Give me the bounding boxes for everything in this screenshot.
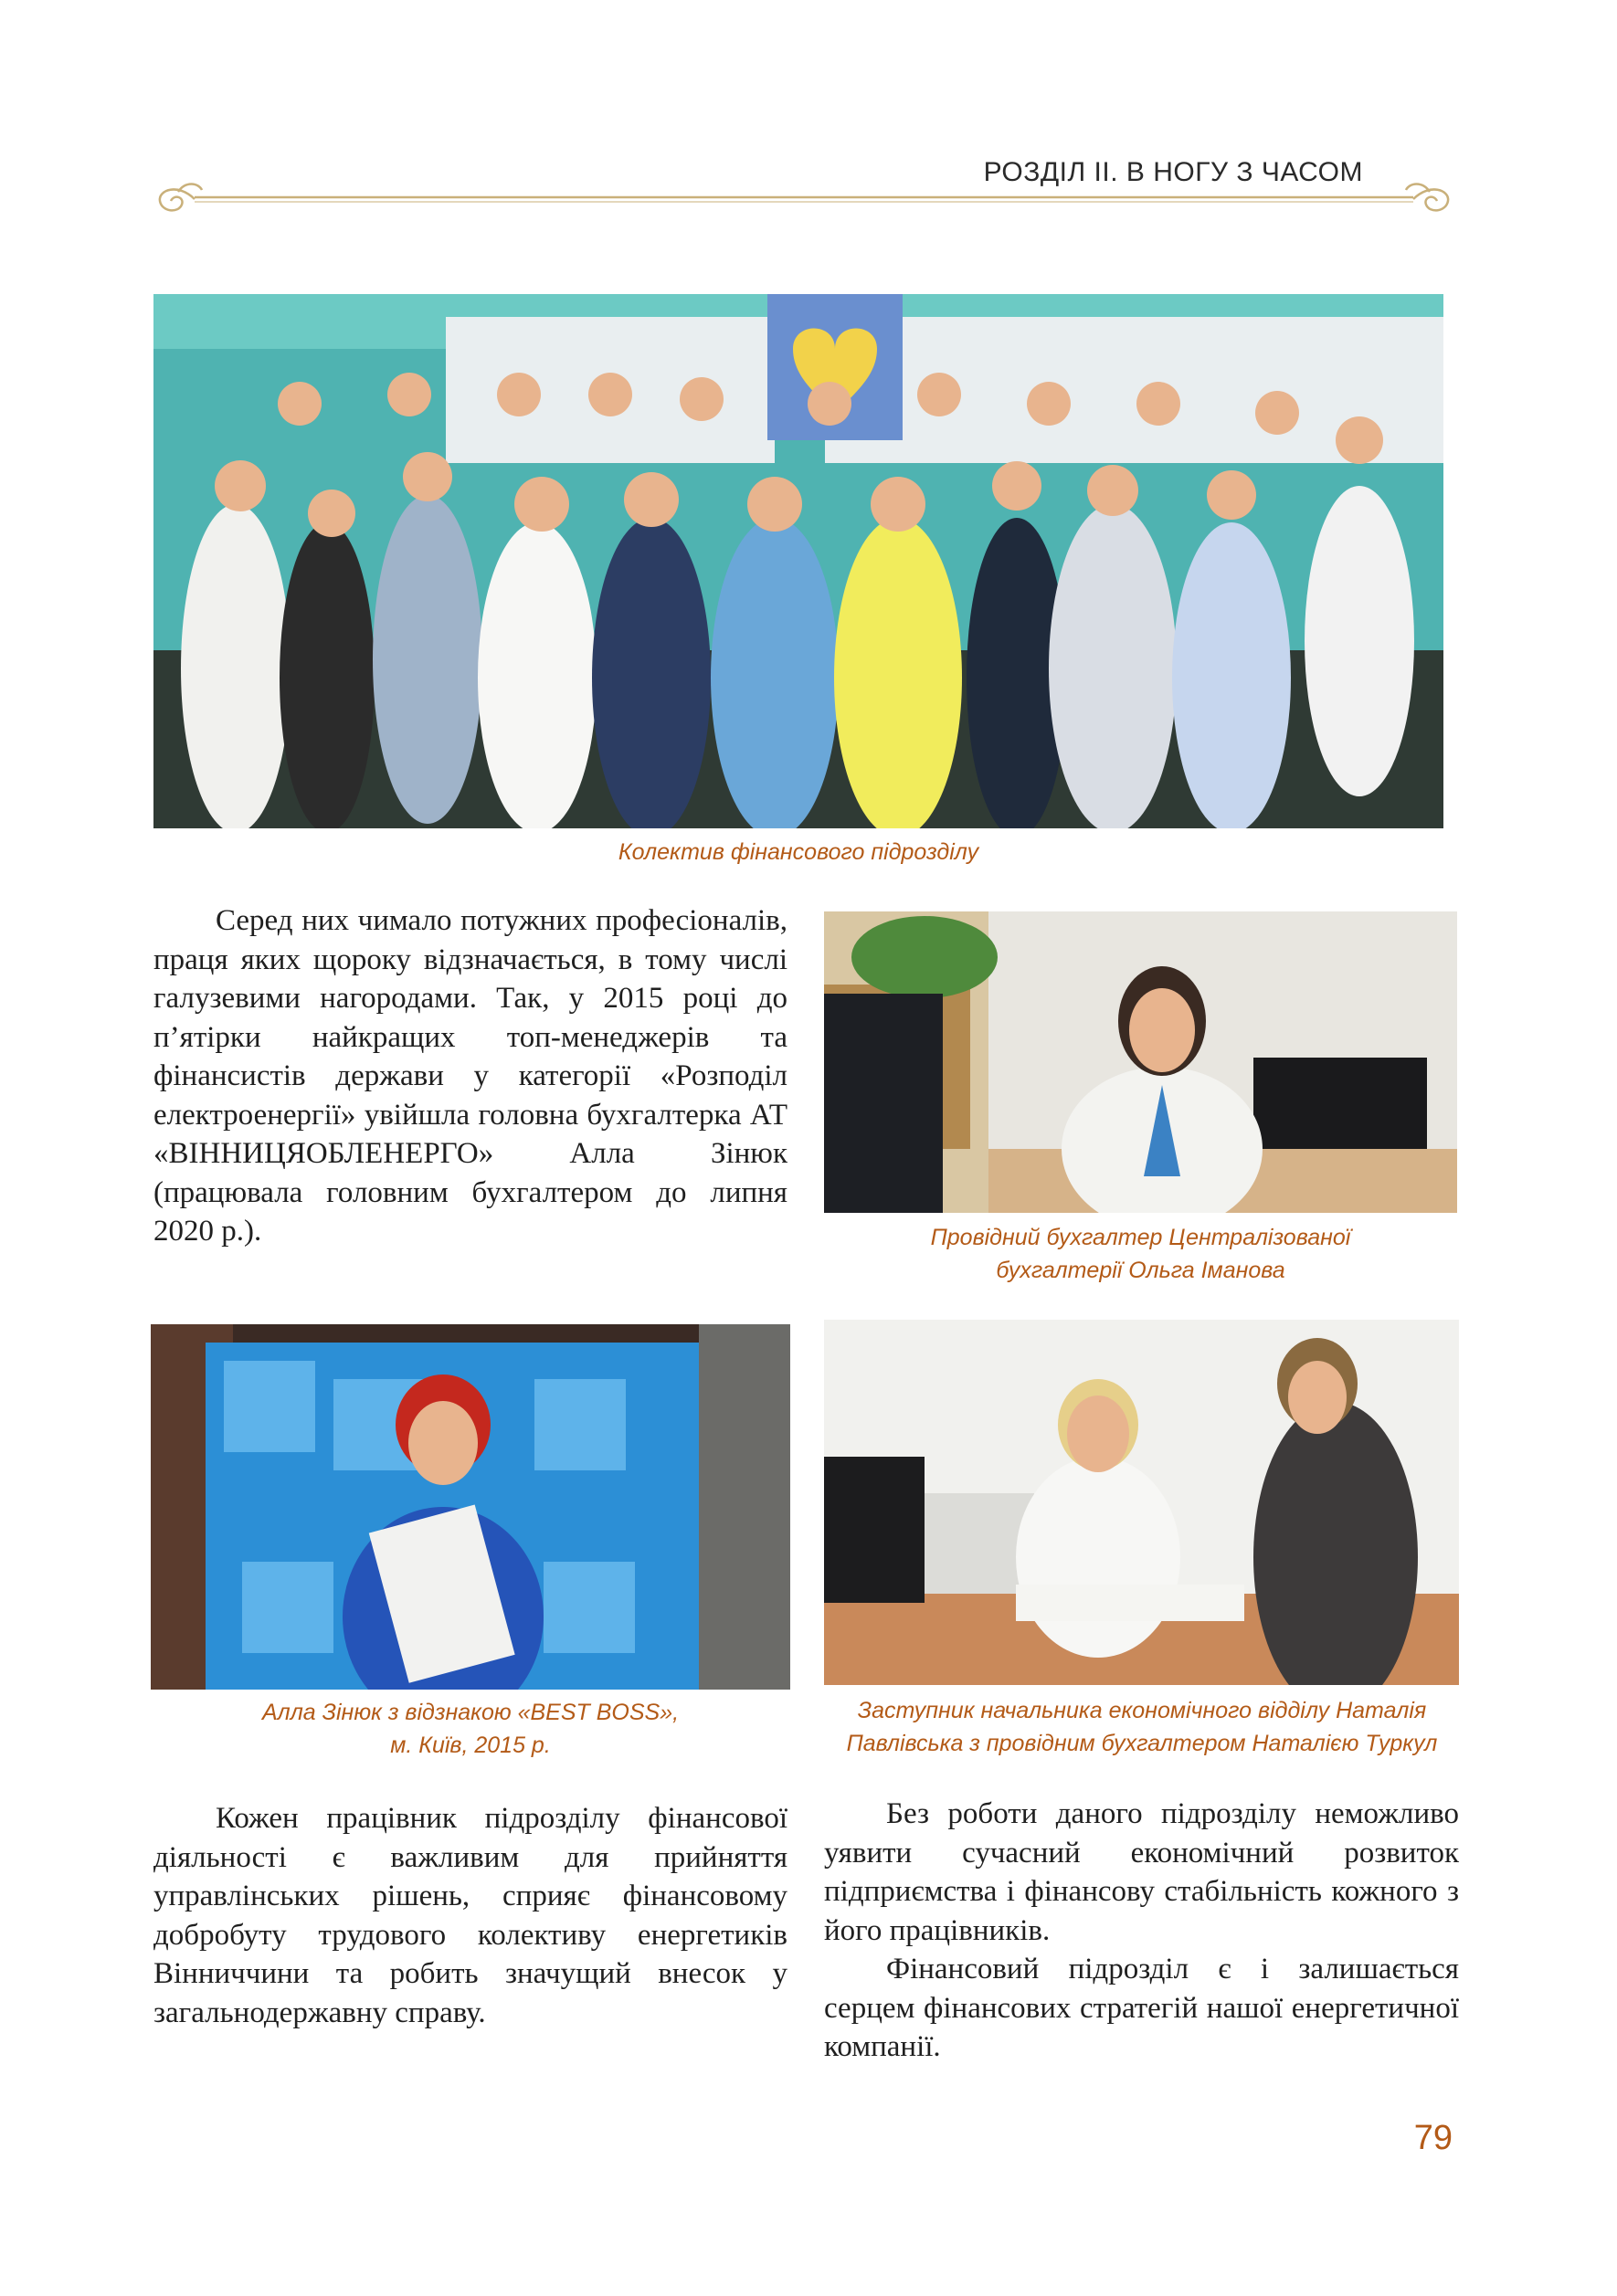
zinyuk-photo — [151, 1324, 790, 1690]
paragraph-2 — [153, 1799, 787, 2032]
team-photo-caption: Колектив фінансового підрозділу — [618, 839, 979, 865]
imanova-caption-line1: Провідний бухгалтер Централізованої — [930, 1225, 1351, 1250]
paragraph-3-text: Без роботи даного підрозділу неможливо уявити сучасний економічний розвиток підприємства і фінансову стабільність кожного з його працівників. — [824, 1797, 1459, 1947]
team-photo — [153, 294, 1443, 828]
zinyuk-caption-line2: м. Київ, 2015 р. — [390, 1733, 551, 1758]
zinyuk-caption-line1: Алла Зінюк з відзнакою «BEST BOSS», — [261, 1700, 680, 1725]
imanova-caption-line2: бухгалтерії Ольга Іманова — [996, 1258, 1285, 1283]
header-ornament — [151, 174, 1457, 219]
paragraph-3-4 — [824, 1795, 1459, 2067]
imanova-photo — [824, 911, 1457, 1213]
pavlivska-caption-line1: Заступник начальника економічного відділу Наталія — [857, 1698, 1427, 1723]
zinyuk-photo-caption — [151, 1696, 790, 1762]
paragraph-1 — [153, 901, 787, 1251]
paragraph-4-text: Фінансовий підрозділ є і залишається серцем фінансових стратегій нашої енергетичної компанії. — [824, 1953, 1459, 2063]
section-title: РОЗДІЛ ІІ. В НОГУ З ЧАСОМ — [983, 157, 1363, 187]
pavlivska-caption-line2: Павлівська з провідним бухгалтером Наталією Туркул — [846, 1731, 1438, 1756]
paragraph-2-text: Кожен працівник підрозділу фінансової діяльності є важливим для прийняття управлінських рішень, сприяє фінансовому добробуту трудового колективу енергетиків Вінниччини та робить значущий внесок у загальнодержавну справу. — [153, 1802, 787, 2029]
pavlivska-photo — [824, 1320, 1459, 1685]
paragraph-1-text: Серед них чимало потужних професіоналів, праця яких щороку відзначається, в тому числі галузевими нагородами. Так, у 2015 році до п’ятірки найкращих топ-менеджерів та фінансистів держави у категорії «Розподіл електроенергії» увійшла головна бухгалтерка АТ «ВІННИЦЯОБЛЕНЕРГО» Алла Зінюк (працювала головним бухгалтером до липня 2020 р.). — [153, 904, 787, 1248]
page-number: 79 — [1413, 2119, 1453, 2157]
pavlivska-photo-caption — [804, 1694, 1480, 1760]
imanova-photo-caption — [824, 1221, 1457, 1287]
